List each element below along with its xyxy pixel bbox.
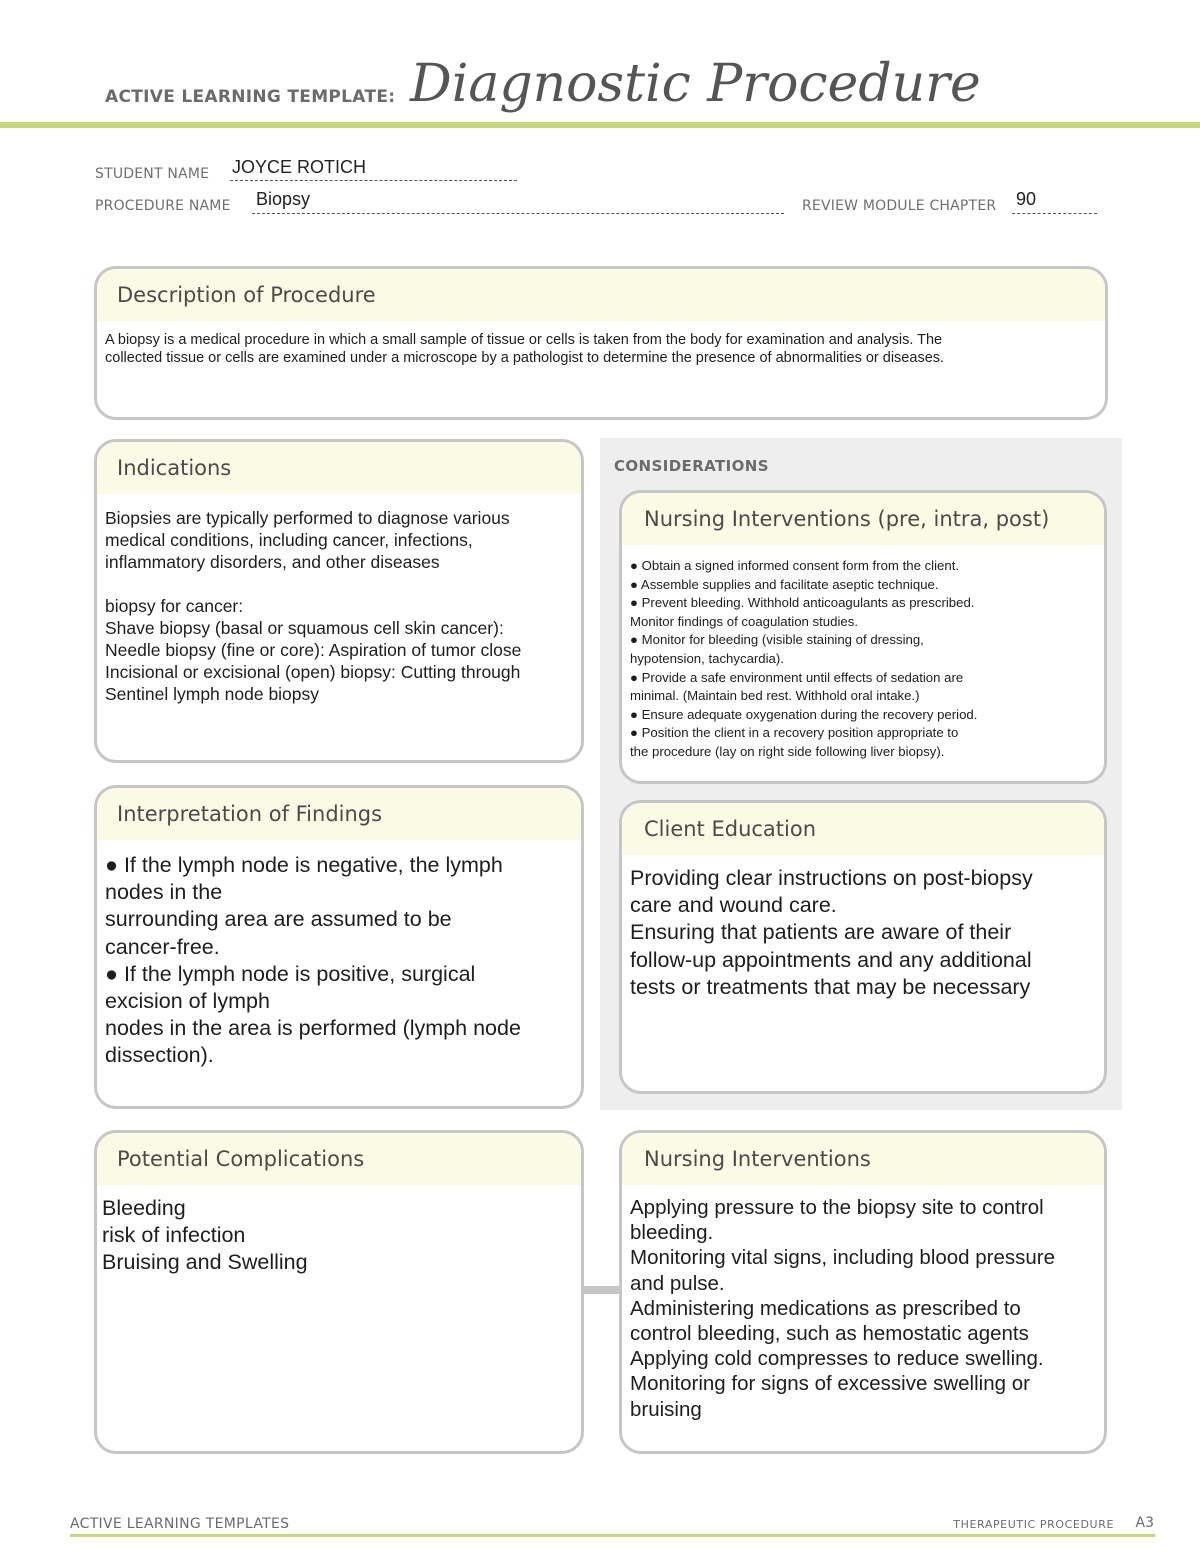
nursing-interventions-line: Administering medications as prescribed to xyxy=(630,1296,1021,1320)
indications-line: biopsy for cancer: xyxy=(105,596,244,616)
indications-card xyxy=(94,439,584,763)
indications-line: Shave biopsy (basal or squamous cell skin cancer): xyxy=(105,618,504,638)
nursing-pip-line: ● Prevent bleeding. Withhold anticoagulants as prescribed. xyxy=(630,595,975,611)
review-module-value[interactable]: 90 xyxy=(1016,189,1037,209)
interpretation-line: dissection). xyxy=(105,1043,214,1068)
considerations-label: CONSIDERATIONS xyxy=(614,457,769,475)
client-education-card xyxy=(619,800,1107,1094)
nursing-interventions-line: Applying pressure to the biopsy site to control xyxy=(630,1196,1044,1219)
description-text[interactable] xyxy=(97,321,1105,375)
complications-line: Bruising and Swelling xyxy=(102,1250,308,1275)
client-education-heading: Client Education xyxy=(622,803,1104,855)
description-line: A biopsy is a medical procedure in which a small sample of tissue or cells is taken from the body for examination and analysis. The xyxy=(105,332,943,348)
client-education-line: Providing clear instructions on post-biopsy xyxy=(630,866,1033,890)
page-title: Diagnostic Procedure xyxy=(410,54,981,114)
procedure-name-value[interactable]: Biopsy xyxy=(256,189,311,209)
nursing-pip-line: ● Obtain a signed informed consent form from the client. xyxy=(630,558,960,573)
indications-line: inflammatory disorders, and other diseases xyxy=(105,552,440,572)
interpretation-line: excision of lymph xyxy=(105,989,270,1014)
complications-text[interactable] xyxy=(97,1185,581,1285)
nursing-pip-line: hypotension, tachycardia). xyxy=(630,650,784,666)
description-heading: Description of Procedure xyxy=(97,269,1105,321)
client-education-text[interactable] xyxy=(622,855,1104,1009)
nursing-pip-heading: Nursing Interventions (pre, intra, post) xyxy=(622,493,1104,545)
client-education-line: follow-up appointments and any additional xyxy=(630,947,1032,972)
complications-card xyxy=(94,1130,584,1454)
nursing-interventions-line: and pulse. xyxy=(630,1271,725,1295)
nursing-interventions-line: bleeding. xyxy=(630,1221,714,1245)
nursing-interventions-text[interactable] xyxy=(622,1185,1104,1430)
nursing-pip-line: minimal. (Maintain bed rest. Withhold oral intake.) xyxy=(630,688,920,704)
nursing-pip-line: ● Assemble supplies and facilitate aseptic technique. xyxy=(630,576,939,592)
interpretation-card xyxy=(94,785,584,1109)
student-name-value[interactable]: JOYCE ROTICH xyxy=(232,157,367,177)
interpretation-line: nodes in the xyxy=(105,880,223,905)
nursing-pip-line: ● Position the client in a recovery position appropriate to xyxy=(630,725,959,741)
interpretation-heading: Interpretation of Findings xyxy=(97,788,581,840)
nursing-pip-line: ● Provide a safe environment until effects of sedation are xyxy=(630,669,964,685)
interpretation-line: nodes in the area is performed (lymph node xyxy=(105,1016,521,1041)
nursing-interventions-line: control bleeding, such as hemostatic agents xyxy=(630,1322,1029,1346)
card-connector xyxy=(582,1286,622,1294)
review-module-label: REVIEW MODULE CHAPTER xyxy=(802,198,997,214)
procedure-name-label: PROCEDURE NAME xyxy=(95,198,231,214)
student-name-label: STUDENT NAME xyxy=(95,166,210,182)
paragraph-spacer xyxy=(105,573,573,595)
indications-line: Biopsies are typically performed to diagnose various xyxy=(105,508,510,528)
nursing-pip-line: Monitor findings of coagulation studies. xyxy=(630,613,858,629)
nursing-pip-line: ● Ensure adequate oxygenation during the recovery period. xyxy=(630,706,978,722)
nursing-pip-line: ● Monitor for bleeding (visible staining of dressing, xyxy=(630,632,924,648)
indications-text[interactable] xyxy=(97,494,581,713)
footer-label: ACTIVE LEARNING TEMPLATES xyxy=(70,1516,290,1532)
procedure-name-underline xyxy=(252,213,784,214)
header-divider xyxy=(0,122,1200,128)
page-header xyxy=(0,0,1200,130)
nursing-interventions-line: Monitoring vital signs, including blood pressure xyxy=(630,1246,1056,1270)
complications-heading: Potential Complications xyxy=(97,1133,581,1185)
complications-line: risk of infection xyxy=(102,1223,246,1248)
client-education-line: Ensuring that patients are aware of their xyxy=(630,920,1012,945)
interpretation-line: ● If the lymph node is negative, the lymph xyxy=(105,853,503,877)
indications-line: Incisional or excisional (open) biopsy: Cutting through xyxy=(105,662,521,682)
review-module-underline xyxy=(1012,213,1097,214)
footer-section-label: THERAPEUTIC PROCEDURE xyxy=(953,1518,1114,1531)
indications-line: medical conditions, including cancer, infections, xyxy=(105,530,473,550)
interpretation-text[interactable] xyxy=(97,840,581,1078)
footer-divider xyxy=(70,1534,1155,1537)
interpretation-line: ● If the lymph node is positive, surgical xyxy=(105,961,476,986)
client-education-line: care and wound care. xyxy=(630,893,837,918)
complications-line: Bleeding xyxy=(102,1196,186,1220)
nursing-interventions-heading: Nursing Interventions xyxy=(622,1133,1104,1185)
nursing-pip-text[interactable] xyxy=(622,545,1104,770)
student-name-underline xyxy=(230,180,517,181)
interpretation-line: cancer-free. xyxy=(105,934,220,959)
nursing-interventions-line: Monitoring for signs of excessive swelling or xyxy=(630,1372,1030,1396)
description-line: collected tissue or cells are examined under a microscope by a pathologist to determine the presence of abnormalities or diseases. xyxy=(105,350,945,366)
nursing-interventions-card xyxy=(619,1130,1107,1454)
indications-line: Needle biopsy (fine or core): Aspiration of tumor close xyxy=(105,640,522,660)
indications-heading: Indications xyxy=(97,442,581,494)
interpretation-line: surrounding area are assumed to be xyxy=(105,907,452,932)
nursing-interventions-line: Applying cold compresses to reduce swelling. xyxy=(630,1347,1044,1371)
description-card xyxy=(94,266,1108,420)
client-education-line: tests or treatments that may be necessary xyxy=(630,974,1031,999)
indications-line: Sentinel lymph node biopsy xyxy=(105,684,320,704)
template-label: ACTIVE LEARNING TEMPLATE: xyxy=(105,87,396,107)
nursing-pip-card xyxy=(619,490,1107,784)
nursing-interventions-line: bruising xyxy=(630,1397,702,1421)
page-number: A3 xyxy=(1135,1515,1154,1531)
nursing-pip-line: the procedure (lay on right side following liver biopsy). xyxy=(630,743,945,759)
